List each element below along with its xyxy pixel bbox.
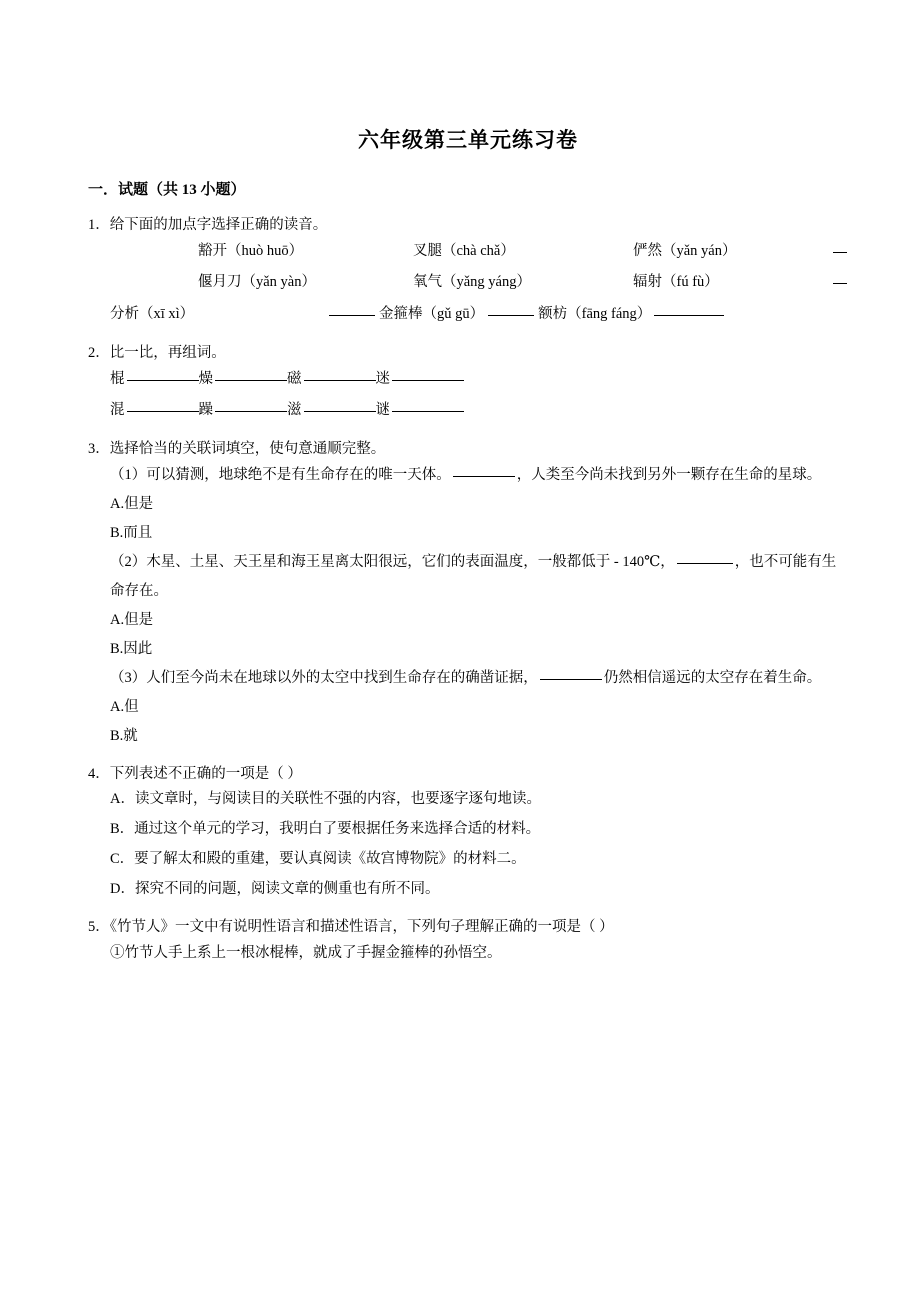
answer-blank[interactable] bbox=[677, 563, 733, 564]
sub-question-text-before: 可以猜测，地球绝不是有生命存在的唯一天体。 bbox=[146, 466, 451, 483]
sub-question-text-after: ，人类至今尚未找到另外一颗存在生命的星球。 bbox=[516, 466, 822, 483]
pinyin-word: 额枋 bbox=[538, 305, 568, 322]
question-5-stem bbox=[88, 916, 848, 938]
compare-char: 谜 bbox=[375, 402, 390, 419]
compare-char: 棍 bbox=[110, 371, 125, 388]
question-2-stem bbox=[88, 342, 848, 364]
compare-char: 迷 bbox=[375, 371, 390, 388]
sub-question-text-after: 仍然相信遥远的太空存在着生命。 bbox=[603, 669, 822, 686]
question-3-sub-3-option-a[interactable]: A.但 bbox=[110, 698, 139, 715]
question-5-text: 《竹节人》一文中有说明性语言和描述性语言，下列句子理解正确的一项是（ ） bbox=[109, 919, 614, 936]
pinyin-options: （gǔ gū） bbox=[422, 305, 485, 322]
answer-blank[interactable] bbox=[215, 380, 287, 381]
question-1-number: 1． bbox=[88, 216, 110, 233]
question-3-sub-3-option-b[interactable]: B.就 bbox=[110, 727, 138, 744]
question-4-option-a[interactable]: A．读文章时，与阅读目的关联性不强的内容，也要逐字逐句地读。 bbox=[110, 791, 541, 808]
sub-question-label: （3） bbox=[110, 669, 147, 686]
question-4-option-c[interactable]: C．要了解太和殿的重建，要认真阅读《故宫博物院》的材料二。 bbox=[110, 850, 526, 867]
pinyin-options: （fāng fáng） bbox=[567, 305, 652, 322]
compare-char: 燥 bbox=[198, 371, 213, 388]
answer-blank[interactable] bbox=[392, 380, 464, 381]
sub-question-label: （2） bbox=[110, 553, 147, 570]
answer-blank[interactable] bbox=[540, 679, 602, 680]
question-4-option-d[interactable]: D．探究不同的问题，阅读文章的侧重也有所不同。 bbox=[110, 880, 440, 897]
sub-question-text-after: ，也不可能有生命存在。 bbox=[110, 553, 837, 599]
question-3-sub-2 bbox=[88, 548, 848, 606]
pinyin-word: 叉腿 bbox=[413, 243, 442, 260]
question-3-sub-2-option-b[interactable]: B.因此 bbox=[110, 640, 153, 657]
pinyin-options: （xī xì） bbox=[139, 305, 195, 322]
pinyin-word: 氧气 bbox=[413, 274, 442, 291]
pinyin-word: 豁开 bbox=[198, 243, 227, 260]
answer-blank[interactable] bbox=[304, 411, 376, 412]
answer-blank[interactable] bbox=[654, 315, 724, 316]
pinyin-options: （huò huō） bbox=[227, 243, 304, 260]
question-2 bbox=[88, 342, 848, 427]
answer-blank[interactable] bbox=[215, 411, 287, 412]
pinyin-word: 辐射 bbox=[633, 274, 662, 291]
answer-blank[interactable] bbox=[833, 283, 847, 284]
question-3-sub-1-option-b[interactable]: B.而且 bbox=[110, 524, 153, 541]
pinyin-cell-3-1 bbox=[110, 299, 325, 330]
question-5-item-1: ①竹节人手上系上一根冰棍棒，就成了手握金箍棒的孙悟空。 bbox=[110, 944, 502, 961]
compare-char: 磁 bbox=[287, 371, 302, 388]
question-5-number: 5． bbox=[88, 919, 110, 936]
answer-blank[interactable] bbox=[329, 315, 375, 316]
question-3-sub-1-option-a[interactable]: A.但是 bbox=[110, 495, 154, 512]
question-4-stem bbox=[88, 763, 848, 785]
pinyin-cell-1-2 bbox=[413, 236, 633, 267]
pinyin-row-3 bbox=[88, 299, 848, 330]
question-5 bbox=[88, 916, 848, 968]
sub-question-text-before: 木星、土星、天王星和海王星离太阳很远，它们的表面温度，一般都低于 - 140℃， bbox=[146, 553, 675, 570]
pinyin-word: 俨然 bbox=[633, 243, 662, 260]
pinyin-options: （yǎn yàn） bbox=[241, 274, 316, 291]
pinyin-row-1 bbox=[88, 236, 848, 267]
answer-blank[interactable] bbox=[127, 380, 199, 381]
answer-blank[interactable] bbox=[127, 411, 199, 412]
sub-question-label: （1） bbox=[110, 466, 147, 483]
pinyin-cell-2-3 bbox=[633, 267, 833, 298]
pinyin-options: （yǎng yáng） bbox=[442, 274, 531, 291]
question-3 bbox=[88, 438, 848, 750]
question-3-stem bbox=[88, 438, 848, 460]
pinyin-cell-1-1 bbox=[198, 236, 413, 267]
answer-blank[interactable] bbox=[392, 411, 464, 412]
answer-blank[interactable] bbox=[304, 380, 376, 381]
question-2-text: 比一比，再组词。 bbox=[109, 344, 226, 361]
question-3-sub-2-option-a[interactable]: A.但是 bbox=[110, 611, 154, 628]
question-4-option-b[interactable]: B．通过这个单元的学习，我明白了要根据任务来选择合适的材料。 bbox=[110, 821, 541, 838]
pinyin-row-2 bbox=[88, 267, 848, 298]
page-content bbox=[88, 0, 848, 968]
compare-words-row-1 bbox=[88, 364, 848, 395]
question-2-number: 2． bbox=[88, 344, 110, 361]
pinyin-cell-2-1 bbox=[198, 267, 413, 298]
pinyin-options: （chà chǎ） bbox=[442, 243, 515, 260]
pinyin-cell-2-2 bbox=[413, 267, 633, 298]
answer-blank[interactable] bbox=[453, 476, 515, 477]
compare-char: 滋 bbox=[287, 402, 302, 419]
sub-question-text-before: 人们至今尚未在地球以外的太空中找到生命存在的确凿证据， bbox=[146, 669, 538, 686]
answer-blank[interactable] bbox=[488, 315, 534, 316]
question-3-text: 选择恰当的关联词填空，使句意通顺完整。 bbox=[109, 441, 386, 458]
question-3-sub-1 bbox=[88, 461, 848, 490]
question-1 bbox=[88, 214, 848, 330]
page-title: 六年级第三单元练习卷 bbox=[358, 128, 578, 152]
pinyin-cell-1-3 bbox=[633, 236, 833, 267]
question-3-sub-3 bbox=[88, 664, 848, 693]
pinyin-word: 偃月刀 bbox=[198, 274, 242, 291]
question-4 bbox=[88, 763, 848, 904]
compare-words-row-2 bbox=[88, 395, 848, 426]
pinyin-word: 分析 bbox=[110, 305, 139, 322]
question-4-text: 下列表述不正确的一项是（ ） bbox=[109, 765, 302, 782]
pinyin-options: （fú fù） bbox=[662, 274, 719, 291]
question-1-stem bbox=[88, 214, 848, 236]
compare-char: 躁 bbox=[198, 402, 213, 419]
question-1-text: 给下面的加点字选择正确的读音。 bbox=[109, 216, 328, 233]
question-3-number: 3． bbox=[88, 441, 110, 458]
answer-blank[interactable] bbox=[833, 252, 847, 253]
pinyin-word: 金箍棒 bbox=[379, 305, 423, 322]
section-header: 一．试题（共 13 小题） bbox=[88, 182, 246, 199]
question-4-number: 4． bbox=[88, 765, 110, 782]
pinyin-options: （yǎn yán） bbox=[662, 243, 737, 260]
compare-char: 混 bbox=[110, 402, 125, 419]
